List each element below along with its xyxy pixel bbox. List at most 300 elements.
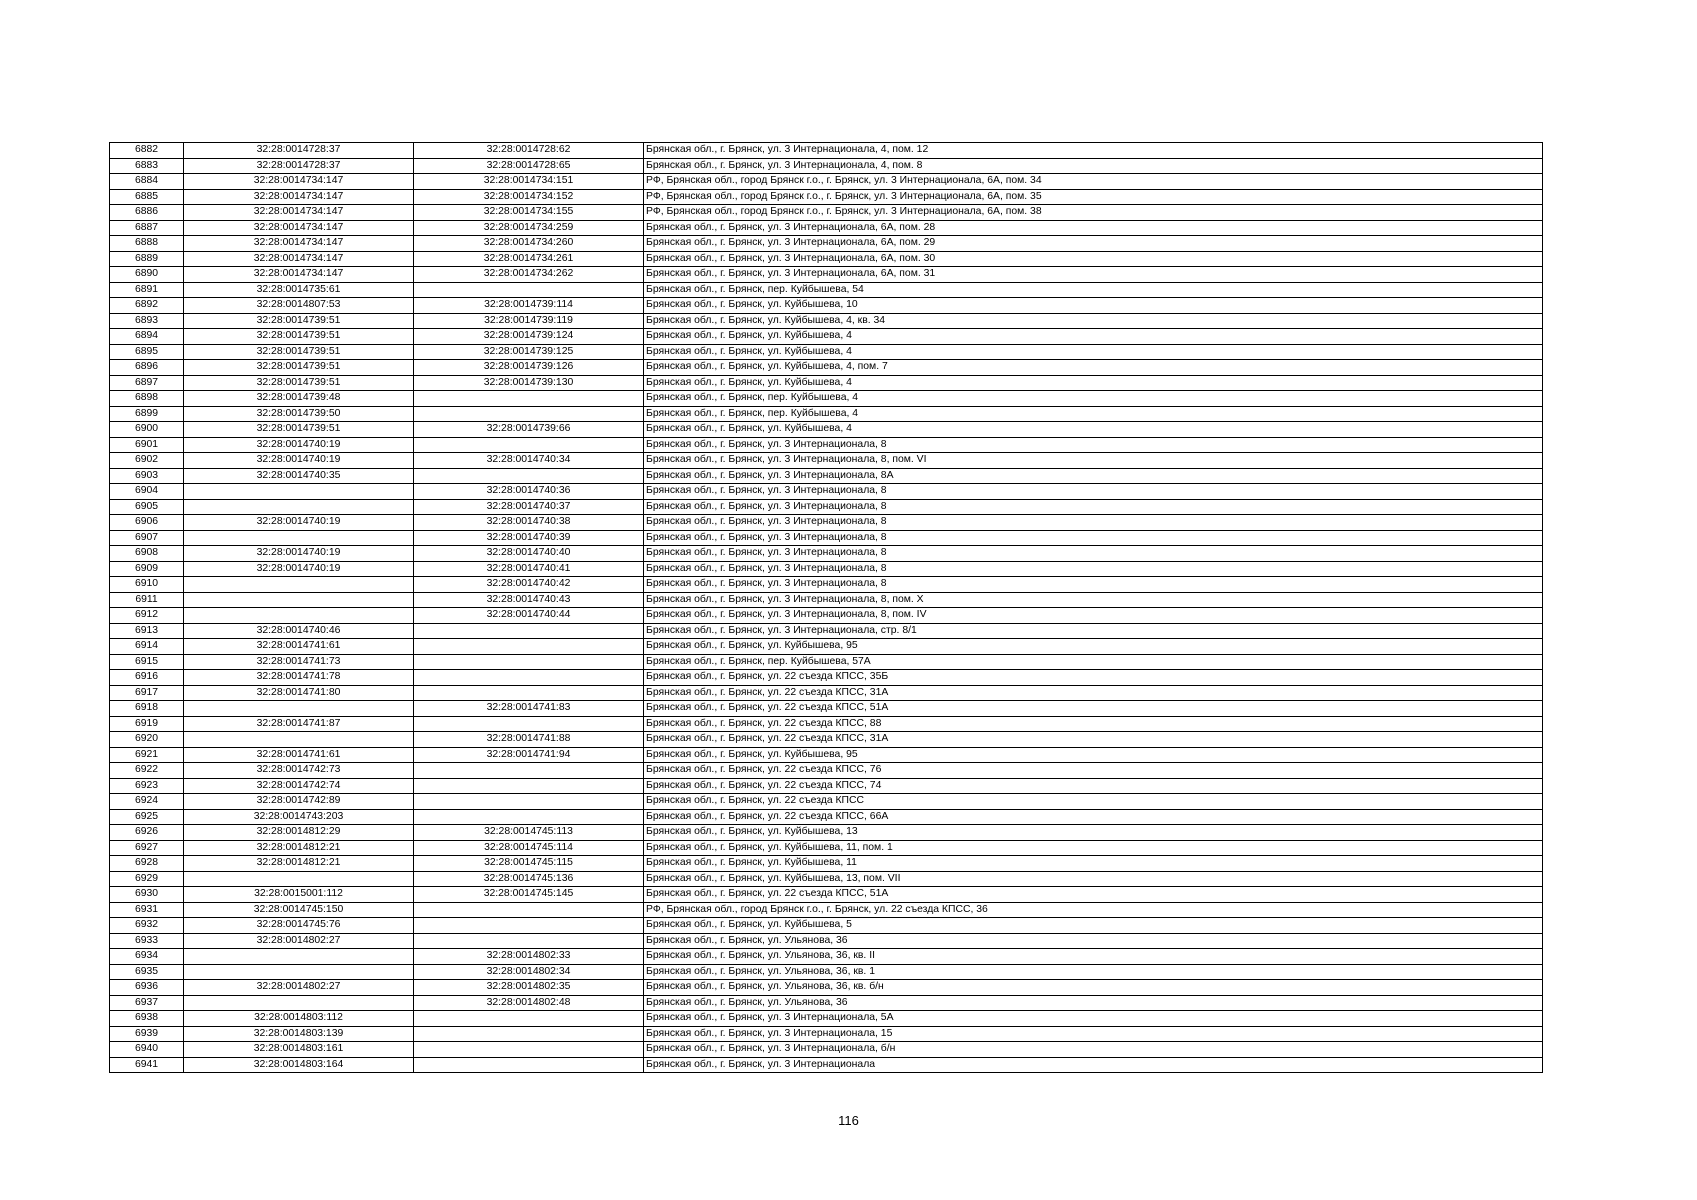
address-cell: Брянская обл., г. Брянск, пер. Куйбышева, 4 xyxy=(644,406,1543,422)
table-row xyxy=(110,995,1543,1011)
address-cell: РФ, Брянская обл., город Брянск г.о., г. Брянск, ул. 3 Интернационала, 6А, пом. 35 xyxy=(644,189,1543,205)
object-cadastral-number-cell xyxy=(414,1057,644,1073)
cadastral-number-cell: 32:28:0014728:37 xyxy=(184,143,414,159)
address-cell: Брянская обл., г. Брянск, ул. 3 Интернационала, 8, пом. IV xyxy=(644,608,1543,624)
cadastral-number-cell: 32:28:0014745:76 xyxy=(184,918,414,934)
table-row xyxy=(110,701,1543,717)
object-cadastral-number-cell xyxy=(414,809,644,825)
row-number-cell: 6899 xyxy=(110,406,184,422)
cadastral-number-cell: 32:28:0014807:53 xyxy=(184,298,414,314)
object-cadastral-number-cell: 32:28:0014740:39 xyxy=(414,530,644,546)
address-cell: Брянская обл., г. Брянск, ул. 22 съезда КПСС, 51А xyxy=(644,887,1543,903)
row-number-cell: 6932 xyxy=(110,918,184,934)
row-number-cell: 6935 xyxy=(110,964,184,980)
object-cadastral-number-cell xyxy=(414,918,644,934)
table-row xyxy=(110,453,1543,469)
cadastral-number-cell xyxy=(184,732,414,748)
address-cell: Брянская обл., г. Брянск, ул. 3 Интернационала, 15 xyxy=(644,1026,1543,1042)
address-cell: Брянская обл., г. Брянск, ул. Ульянова, 36 xyxy=(644,933,1543,949)
address-cell: РФ, Брянская обл., город Брянск г.о., г. Брянск, ул. 3 Интернационала, 6А, пом. 34 xyxy=(644,174,1543,190)
address-cell: Брянская обл., г. Брянск, ул. 3 Интернационала, б/н xyxy=(644,1042,1543,1058)
address-cell: Брянская обл., г. Брянск, ул. 22 съезда КПСС, 35Б xyxy=(644,670,1543,686)
table-row xyxy=(110,716,1543,732)
registry-table-container xyxy=(109,142,1542,1073)
address-cell: Брянская обл., г. Брянск, ул. Ульянова, 36, кв. II xyxy=(644,949,1543,965)
address-cell: Брянская обл., г. Брянск, ул. 3 Интернационала, 8 xyxy=(644,437,1543,453)
cadastral-number-cell: 32:28:0015001:112 xyxy=(184,887,414,903)
row-number-cell: 6896 xyxy=(110,360,184,376)
cadastral-number-cell xyxy=(184,995,414,1011)
object-cadastral-number-cell: 32:28:0014745:145 xyxy=(414,887,644,903)
cadastral-number-cell: 32:28:0014742:89 xyxy=(184,794,414,810)
table-row xyxy=(110,313,1543,329)
row-number-cell: 6918 xyxy=(110,701,184,717)
row-number-cell: 6927 xyxy=(110,840,184,856)
cadastral-number-cell: 32:28:0014742:73 xyxy=(184,763,414,779)
cadastral-number-cell xyxy=(184,499,414,515)
table-row xyxy=(110,406,1543,422)
object-cadastral-number-cell xyxy=(414,623,644,639)
object-cadastral-number-cell: 32:28:0014740:34 xyxy=(414,453,644,469)
address-cell: Брянская обл., г. Брянск, ул. 22 съезда КПСС, 88 xyxy=(644,716,1543,732)
object-cadastral-number-cell: 32:28:0014728:62 xyxy=(414,143,644,159)
row-number-cell: 6937 xyxy=(110,995,184,1011)
table-row xyxy=(110,918,1543,934)
address-cell: РФ, Брянская обл., город Брянск г.о., г. Брянск, ул. 22 съезда КПСС, 36 xyxy=(644,902,1543,918)
object-cadastral-number-cell: 32:28:0014740:40 xyxy=(414,546,644,562)
table-row xyxy=(110,933,1543,949)
cadastral-number-cell: 32:28:0014734:147 xyxy=(184,174,414,190)
cadastral-number-cell: 32:28:0014803:139 xyxy=(184,1026,414,1042)
object-cadastral-number-cell: 32:28:0014739:66 xyxy=(414,422,644,438)
row-number-cell: 6915 xyxy=(110,654,184,670)
cadastral-number-cell: 32:28:0014739:51 xyxy=(184,375,414,391)
table-row xyxy=(110,499,1543,515)
object-cadastral-number-cell xyxy=(414,763,644,779)
row-number-cell: 6938 xyxy=(110,1011,184,1027)
object-cadastral-number-cell xyxy=(414,670,644,686)
row-number-cell: 6923 xyxy=(110,778,184,794)
table-row xyxy=(110,344,1543,360)
cadastral-number-cell xyxy=(184,608,414,624)
address-cell: Брянская обл., г. Брянск, ул. 22 съезда КПСС, 31А xyxy=(644,732,1543,748)
address-cell: Брянская обл., г. Брянск, ул. 3 Интернационала, 6А, пом. 31 xyxy=(644,267,1543,283)
table-row xyxy=(110,902,1543,918)
address-cell: Брянская обл., г. Брянск, ул. 3 Интернационала, 8 xyxy=(644,546,1543,562)
object-cadastral-number-cell xyxy=(414,282,644,298)
cadastral-number-cell: 32:28:0014739:51 xyxy=(184,344,414,360)
object-cadastral-number-cell xyxy=(414,406,644,422)
cadastral-number-cell: 32:28:0014728:37 xyxy=(184,158,414,174)
table-row xyxy=(110,1011,1543,1027)
address-cell: Брянская обл., г. Брянск, ул. 3 Интернационала, 4, пом. 12 xyxy=(644,143,1543,159)
object-cadastral-number-cell: 32:28:0014728:65 xyxy=(414,158,644,174)
table-row xyxy=(110,282,1543,298)
table-row xyxy=(110,561,1543,577)
cadastral-number-cell xyxy=(184,592,414,608)
object-cadastral-number-cell: 32:28:0014741:83 xyxy=(414,701,644,717)
cadastral-number-cell: 32:28:0014740:19 xyxy=(184,453,414,469)
object-cadastral-number-cell: 32:28:0014739:125 xyxy=(414,344,644,360)
address-cell: Брянская обл., г. Брянск, ул. Ульянова, 36 xyxy=(644,995,1543,1011)
table-row xyxy=(110,763,1543,779)
cadastral-number-cell xyxy=(184,701,414,717)
object-cadastral-number-cell xyxy=(414,685,644,701)
row-number-cell: 6916 xyxy=(110,670,184,686)
object-cadastral-number-cell xyxy=(414,391,644,407)
row-number-cell: 6934 xyxy=(110,949,184,965)
table-row xyxy=(110,205,1543,221)
row-number-cell: 6925 xyxy=(110,809,184,825)
cadastral-number-cell: 32:28:0014803:161 xyxy=(184,1042,414,1058)
table-row xyxy=(110,887,1543,903)
row-number-cell: 6917 xyxy=(110,685,184,701)
cadastral-number-cell xyxy=(184,484,414,500)
address-cell: Брянская обл., г. Брянск, ул. Куйбышева, 4, кв. 34 xyxy=(644,313,1543,329)
row-number-cell: 6900 xyxy=(110,422,184,438)
cadastral-number-cell xyxy=(184,964,414,980)
address-cell: Брянская обл., г. Брянск, ул. Куйбышева, 4 xyxy=(644,329,1543,345)
object-cadastral-number-cell: 32:28:0014741:94 xyxy=(414,747,644,763)
cadastral-number-cell: 32:28:0014734:147 xyxy=(184,189,414,205)
row-number-cell: 6894 xyxy=(110,329,184,345)
cadastral-number-cell: 32:28:0014734:147 xyxy=(184,251,414,267)
row-number-cell: 6884 xyxy=(110,174,184,190)
address-cell: Брянская обл., г. Брянск, ул. Ульянова, 36, кв. 1 xyxy=(644,964,1543,980)
address-cell: Брянская обл., г. Брянск, ул. 22 съезда КПСС xyxy=(644,794,1543,810)
row-number-cell: 6933 xyxy=(110,933,184,949)
object-cadastral-number-cell: 32:28:0014740:44 xyxy=(414,608,644,624)
address-cell: Брянская обл., г. Брянск, ул. Куйбышева, 11 xyxy=(644,856,1543,872)
cadastral-number-cell: 32:28:0014739:51 xyxy=(184,422,414,438)
object-cadastral-number-cell: 32:28:0014741:88 xyxy=(414,732,644,748)
cadastral-number-cell xyxy=(184,530,414,546)
cadastral-number-cell: 32:28:0014739:48 xyxy=(184,391,414,407)
cadastral-number-cell: 32:28:0014740:19 xyxy=(184,561,414,577)
cadastral-number-cell xyxy=(184,577,414,593)
row-number-cell: 6903 xyxy=(110,468,184,484)
object-cadastral-number-cell: 32:28:0014734:151 xyxy=(414,174,644,190)
address-cell: РФ, Брянская обл., город Брянск г.о., г. Брянск, ул. 3 Интернационала, 6А, пом. 38 xyxy=(644,205,1543,221)
cadastral-number-cell: 32:28:0014740:19 xyxy=(184,515,414,531)
row-number-cell: 6906 xyxy=(110,515,184,531)
table-row xyxy=(110,964,1543,980)
row-number-cell: 6887 xyxy=(110,220,184,236)
cadastral-number-cell: 32:28:0014741:61 xyxy=(184,747,414,763)
table-row xyxy=(110,732,1543,748)
address-cell: Брянская обл., г. Брянск, ул. 3 Интернационала, 4, пом. 8 xyxy=(644,158,1543,174)
address-cell: Брянская обл., г. Брянск, ул. 3 Интернационала, 8 xyxy=(644,561,1543,577)
object-cadastral-number-cell: 32:28:0014802:33 xyxy=(414,949,644,965)
address-cell: Брянская обл., г. Брянск, ул. 3 Интернационала, 8 xyxy=(644,515,1543,531)
cadastral-number-cell xyxy=(184,871,414,887)
row-number-cell: 6885 xyxy=(110,189,184,205)
row-number-cell: 6908 xyxy=(110,546,184,562)
table-row xyxy=(110,871,1543,887)
object-cadastral-number-cell: 32:28:0014734:152 xyxy=(414,189,644,205)
cadastral-number-cell: 32:28:0014802:27 xyxy=(184,980,414,996)
object-cadastral-number-cell: 32:28:0014734:259 xyxy=(414,220,644,236)
row-number-cell: 6912 xyxy=(110,608,184,624)
row-number-cell: 6928 xyxy=(110,856,184,872)
address-cell: Брянская обл., г. Брянск, ул. 3 Интернационала xyxy=(644,1057,1543,1073)
row-number-cell: 6907 xyxy=(110,530,184,546)
address-cell: Брянская обл., г. Брянск, ул. Куйбышева, 4 xyxy=(644,422,1543,438)
registry-table-body xyxy=(110,143,1543,1073)
object-cadastral-number-cell: 32:28:0014745:114 xyxy=(414,840,644,856)
row-number-cell: 6893 xyxy=(110,313,184,329)
cadastral-number-cell: 32:28:0014741:80 xyxy=(184,685,414,701)
address-cell: Брянская обл., г. Брянск, ул. 22 съезда КПСС, 66А xyxy=(644,809,1543,825)
object-cadastral-number-cell xyxy=(414,468,644,484)
table-row xyxy=(110,360,1543,376)
object-cadastral-number-cell: 32:28:0014740:36 xyxy=(414,484,644,500)
object-cadastral-number-cell xyxy=(414,933,644,949)
address-cell: Брянская обл., г. Брянск, ул. 22 съезда КПСС, 31А xyxy=(644,685,1543,701)
table-row xyxy=(110,220,1543,236)
address-cell: Брянская обл., г. Брянск, ул. 3 Интернационала, 6А, пом. 30 xyxy=(644,251,1543,267)
cadastral-number-cell: 32:28:0014803:164 xyxy=(184,1057,414,1073)
table-row xyxy=(110,143,1543,159)
row-number-cell: 6902 xyxy=(110,453,184,469)
cadastral-number-cell: 32:28:0014741:61 xyxy=(184,639,414,655)
table-row xyxy=(110,1026,1543,1042)
row-number-cell: 6889 xyxy=(110,251,184,267)
cadastral-number-cell: 32:28:0014740:35 xyxy=(184,468,414,484)
table-row xyxy=(110,375,1543,391)
object-cadastral-number-cell: 32:28:0014734:155 xyxy=(414,205,644,221)
cadastral-number-cell: 32:28:0014734:147 xyxy=(184,220,414,236)
object-cadastral-number-cell: 32:28:0014739:126 xyxy=(414,360,644,376)
cadastral-number-cell: 32:28:0014740:46 xyxy=(184,623,414,639)
row-number-cell: 6913 xyxy=(110,623,184,639)
cadastral-number-cell: 32:28:0014741:73 xyxy=(184,654,414,670)
object-cadastral-number-cell xyxy=(414,437,644,453)
table-row xyxy=(110,840,1543,856)
cadastral-number-cell: 32:28:0014802:27 xyxy=(184,933,414,949)
address-cell: Брянская обл., г. Брянск, ул. 3 Интернационала, 5А xyxy=(644,1011,1543,1027)
page-number: 116 xyxy=(838,1113,859,1128)
row-number-cell: 6921 xyxy=(110,747,184,763)
table-row xyxy=(110,639,1543,655)
row-number-cell: 6939 xyxy=(110,1026,184,1042)
object-cadastral-number-cell: 32:28:0014745:115 xyxy=(414,856,644,872)
address-cell: Брянская обл., г. Брянск, ул. Куйбышева, 4, пом. 7 xyxy=(644,360,1543,376)
table-row xyxy=(110,856,1543,872)
object-cadastral-number-cell xyxy=(414,902,644,918)
table-row xyxy=(110,685,1543,701)
row-number-cell: 6905 xyxy=(110,499,184,515)
cadastral-number-cell: 32:28:0014734:147 xyxy=(184,236,414,252)
address-cell: Брянская обл., г. Брянск, ул. Куйбышева, 95 xyxy=(644,639,1543,655)
address-cell: Брянская обл., г. Брянск, ул. Куйбышева, 95 xyxy=(644,747,1543,763)
row-number-cell: 6914 xyxy=(110,639,184,655)
address-cell: Брянская обл., г. Брянск, пер. Куйбышева, 57А xyxy=(644,654,1543,670)
table-row xyxy=(110,980,1543,996)
row-number-cell: 6898 xyxy=(110,391,184,407)
object-cadastral-number-cell: 32:28:0014740:37 xyxy=(414,499,644,515)
row-number-cell: 6882 xyxy=(110,143,184,159)
cadastral-number-cell: 32:28:0014734:147 xyxy=(184,205,414,221)
row-number-cell: 6904 xyxy=(110,484,184,500)
object-cadastral-number-cell xyxy=(414,1042,644,1058)
cadastral-number-cell: 32:28:0014812:21 xyxy=(184,840,414,856)
object-cadastral-number-cell: 32:28:0014740:41 xyxy=(414,561,644,577)
table-row xyxy=(110,329,1543,345)
row-number-cell: 6910 xyxy=(110,577,184,593)
object-cadastral-number-cell: 32:28:0014739:114 xyxy=(414,298,644,314)
address-cell: Брянская обл., г. Брянск, ул. 3 Интернационала, 8 xyxy=(644,530,1543,546)
table-row xyxy=(110,654,1543,670)
registry-table xyxy=(109,142,1543,1073)
cadastral-number-cell: 32:28:0014740:19 xyxy=(184,437,414,453)
address-cell: Брянская обл., г. Брянск, пер. Куйбышева, 4 xyxy=(644,391,1543,407)
object-cadastral-number-cell: 32:28:0014802:35 xyxy=(414,980,644,996)
object-cadastral-number-cell: 32:28:0014745:136 xyxy=(414,871,644,887)
address-cell: Брянская обл., г. Брянск, ул. Куйбышева, 13, пом. VII xyxy=(644,871,1543,887)
object-cadastral-number-cell: 32:28:0014740:43 xyxy=(414,592,644,608)
table-row xyxy=(110,623,1543,639)
table-row xyxy=(110,577,1543,593)
address-cell: Брянская обл., г. Брянск, ул. 3 Интернационала, 6А, пом. 28 xyxy=(644,220,1543,236)
object-cadastral-number-cell xyxy=(414,1026,644,1042)
object-cadastral-number-cell xyxy=(414,639,644,655)
address-cell: Брянская обл., г. Брянск, ул. Куйбышева, 4 xyxy=(644,375,1543,391)
cadastral-number-cell: 32:28:0014745:150 xyxy=(184,902,414,918)
object-cadastral-number-cell: 32:28:0014734:261 xyxy=(414,251,644,267)
row-number-cell: 6892 xyxy=(110,298,184,314)
table-row xyxy=(110,794,1543,810)
row-number-cell: 6920 xyxy=(110,732,184,748)
object-cadastral-number-cell: 32:28:0014740:42 xyxy=(414,577,644,593)
row-number-cell: 6895 xyxy=(110,344,184,360)
address-cell: Брянская обл., г. Брянск, ул. Куйбышева, 13 xyxy=(644,825,1543,841)
table-row xyxy=(110,236,1543,252)
row-number-cell: 6888 xyxy=(110,236,184,252)
cadastral-number-cell: 32:28:0014739:51 xyxy=(184,360,414,376)
object-cadastral-number-cell xyxy=(414,1011,644,1027)
cadastral-number-cell: 32:28:0014742:74 xyxy=(184,778,414,794)
address-cell: Брянская обл., г. Брянск, ул. Куйбышева, 10 xyxy=(644,298,1543,314)
cadastral-number-cell: 32:28:0014735:61 xyxy=(184,282,414,298)
table-row xyxy=(110,422,1543,438)
row-number-cell: 6919 xyxy=(110,716,184,732)
table-row xyxy=(110,670,1543,686)
object-cadastral-number-cell: 32:28:0014734:260 xyxy=(414,236,644,252)
table-row xyxy=(110,158,1543,174)
table-row xyxy=(110,251,1543,267)
object-cadastral-number-cell: 32:28:0014739:124 xyxy=(414,329,644,345)
object-cadastral-number-cell xyxy=(414,794,644,810)
address-cell: Брянская обл., г. Брянск, ул. Ульянова, 36, кв. б/н xyxy=(644,980,1543,996)
address-cell: Брянская обл., г. Брянск, ул. 22 съезда КПСС, 74 xyxy=(644,778,1543,794)
address-cell: Брянская обл., г. Брянск, ул. 3 Интернационала, 6А, пом. 29 xyxy=(644,236,1543,252)
object-cadastral-number-cell xyxy=(414,778,644,794)
address-cell: Брянская обл., г. Брянск, ул. Куйбышева, 4 xyxy=(644,344,1543,360)
row-number-cell: 6883 xyxy=(110,158,184,174)
cadastral-number-cell: 32:28:0014812:21 xyxy=(184,856,414,872)
object-cadastral-number-cell: 32:28:0014739:119 xyxy=(414,313,644,329)
cadastral-number-cell: 32:28:0014741:78 xyxy=(184,670,414,686)
row-number-cell: 6911 xyxy=(110,592,184,608)
table-row xyxy=(110,189,1543,205)
table-row xyxy=(110,174,1543,190)
cadastral-number-cell: 32:28:0014739:51 xyxy=(184,313,414,329)
address-cell: Брянская обл., г. Брянск, ул. Куйбышева, 5 xyxy=(644,918,1543,934)
address-cell: Брянская обл., г. Брянск, ул. 3 Интернационала, 8, пом. VI xyxy=(644,453,1543,469)
cadastral-number-cell xyxy=(184,949,414,965)
row-number-cell: 6886 xyxy=(110,205,184,221)
row-number-cell: 6931 xyxy=(110,902,184,918)
table-row xyxy=(110,592,1543,608)
row-number-cell: 6924 xyxy=(110,794,184,810)
table-row xyxy=(110,298,1543,314)
address-cell: Брянская обл., г. Брянск, ул. 3 Интернационала, 8 xyxy=(644,577,1543,593)
object-cadastral-number-cell: 32:28:0014739:130 xyxy=(414,375,644,391)
cadastral-number-cell: 32:28:0014743:203 xyxy=(184,809,414,825)
object-cadastral-number-cell: 32:28:0014802:48 xyxy=(414,995,644,1011)
cadastral-number-cell: 32:28:0014812:29 xyxy=(184,825,414,841)
table-row xyxy=(110,530,1543,546)
row-number-cell: 6890 xyxy=(110,267,184,283)
cadastral-number-cell: 32:28:0014741:87 xyxy=(184,716,414,732)
table-row xyxy=(110,825,1543,841)
table-row xyxy=(110,437,1543,453)
table-row xyxy=(110,468,1543,484)
table-row xyxy=(110,515,1543,531)
object-cadastral-number-cell xyxy=(414,716,644,732)
table-row xyxy=(110,608,1543,624)
table-row xyxy=(110,747,1543,763)
row-number-cell: 6909 xyxy=(110,561,184,577)
object-cadastral-number-cell: 32:28:0014740:38 xyxy=(414,515,644,531)
row-number-cell: 6901 xyxy=(110,437,184,453)
object-cadastral-number-cell: 32:28:0014802:34 xyxy=(414,964,644,980)
cadastral-number-cell: 32:28:0014803:112 xyxy=(184,1011,414,1027)
address-cell: Брянская обл., г. Брянск, ул. 3 Интернационала, 8 xyxy=(644,484,1543,500)
address-cell: Брянская обл., г. Брянск, ул. 3 Интернационала, стр. 8/1 xyxy=(644,623,1543,639)
row-number-cell: 6936 xyxy=(110,980,184,996)
table-row xyxy=(110,949,1543,965)
table-row xyxy=(110,546,1543,562)
row-number-cell: 6941 xyxy=(110,1057,184,1073)
address-cell: Брянская обл., г. Брянск, ул. 22 съезда КПСС, 51А xyxy=(644,701,1543,717)
table-row xyxy=(110,809,1543,825)
address-cell: Брянская обл., г. Брянск, ул. 3 Интернационала, 8А xyxy=(644,468,1543,484)
address-cell: Брянская обл., г. Брянск, ул. 3 Интернационала, 8 xyxy=(644,499,1543,515)
cadastral-number-cell: 32:28:0014734:147 xyxy=(184,267,414,283)
row-number-cell: 6897 xyxy=(110,375,184,391)
row-number-cell: 6926 xyxy=(110,825,184,841)
object-cadastral-number-cell: 32:28:0014745:113 xyxy=(414,825,644,841)
table-row xyxy=(110,391,1543,407)
table-row xyxy=(110,778,1543,794)
address-cell: Брянская обл., г. Брянск, пер. Куйбышева, 54 xyxy=(644,282,1543,298)
row-number-cell: 6922 xyxy=(110,763,184,779)
table-row xyxy=(110,267,1543,283)
object-cadastral-number-cell xyxy=(414,654,644,670)
table-row xyxy=(110,1057,1543,1073)
object-cadastral-number-cell: 32:28:0014734:262 xyxy=(414,267,644,283)
cadastral-number-cell: 32:28:0014740:19 xyxy=(184,546,414,562)
cadastral-number-cell: 32:28:0014739:50 xyxy=(184,406,414,422)
table-row xyxy=(110,484,1543,500)
table-row xyxy=(110,1042,1543,1058)
row-number-cell: 6930 xyxy=(110,887,184,903)
cadastral-number-cell: 32:28:0014739:51 xyxy=(184,329,414,345)
address-cell: Брянская обл., г. Брянск, ул. 3 Интернационала, 8, пом. X xyxy=(644,592,1543,608)
row-number-cell: 6891 xyxy=(110,282,184,298)
